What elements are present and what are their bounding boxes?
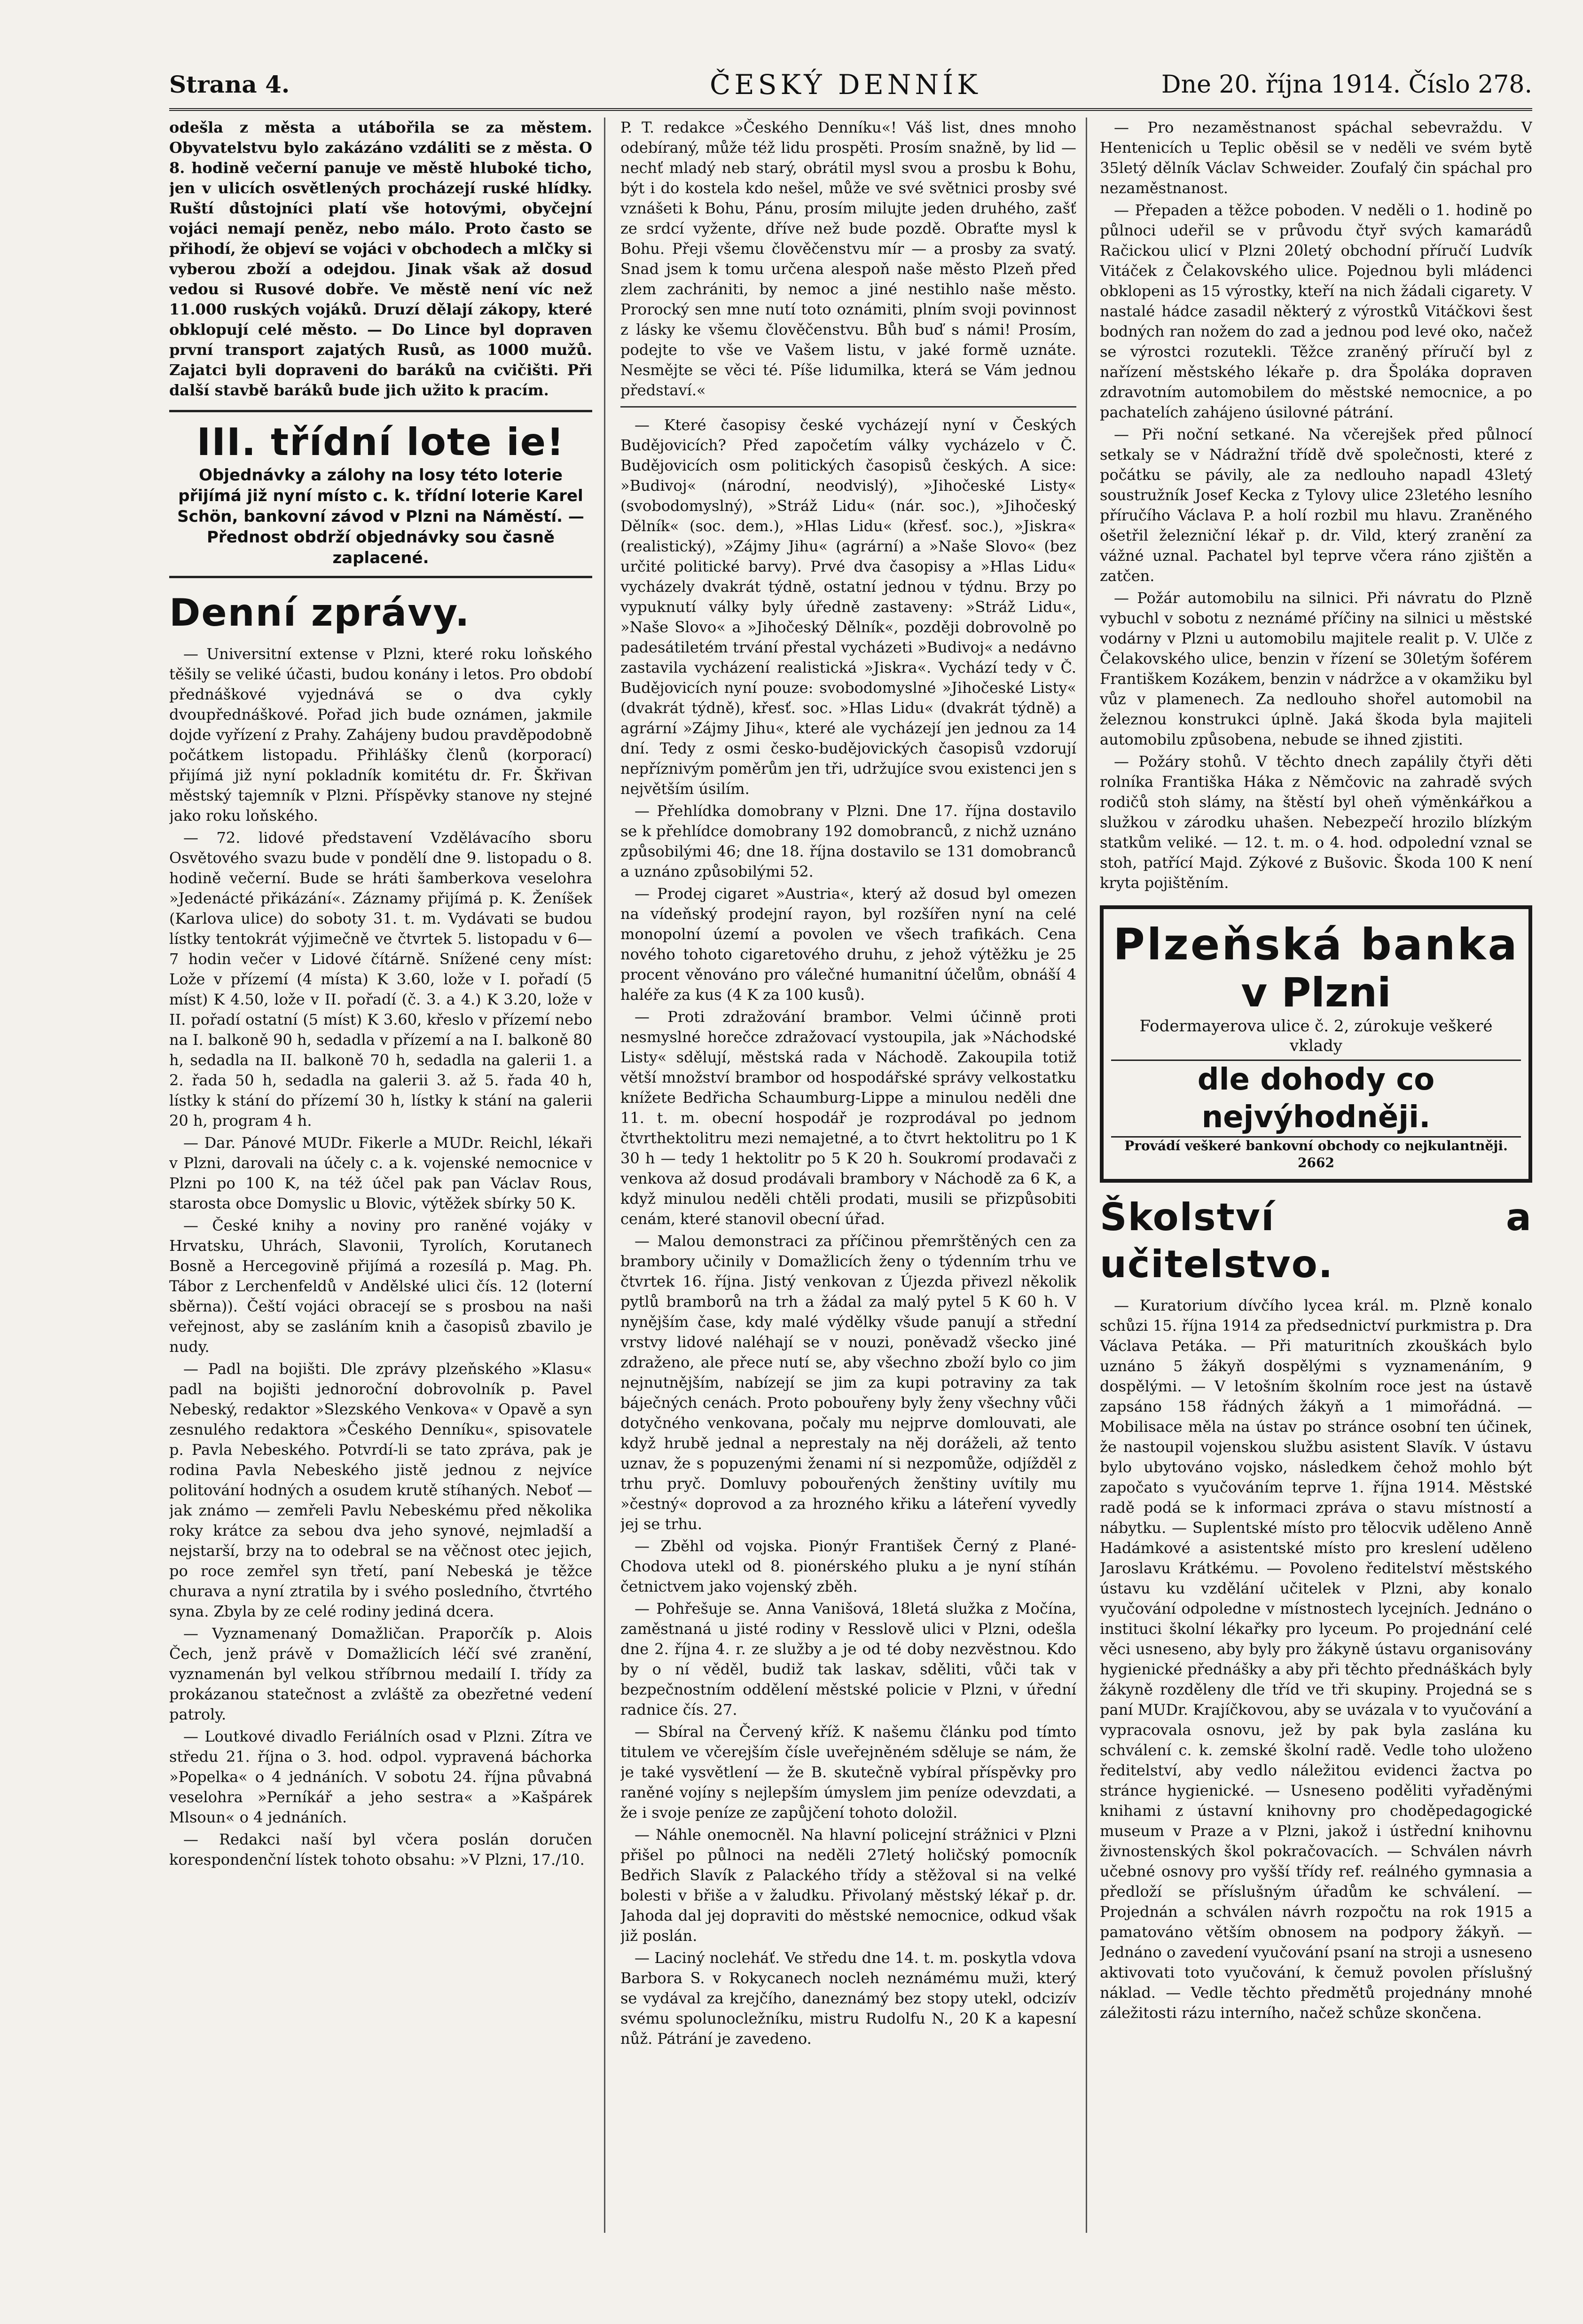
section-heading: Denní zprávy. (169, 591, 470, 635)
article-text: — Požáry stohů. V těchto dnech zapálily čtyři děti rolníka Františka Háka z Němčovic na zahradě svých rodičů stoh slámy, na štěstí byl oheň výměnkářkou a služkou v zárodku uhašen. Nebezpečí hrozilo blízkým statkům veliké. — 12. t. m. o 4. hod. odpolední vznal se stoh, patřící Majd. Zýkové z Bušovic. Škoda 100 K není kryta pojištěním. (1100, 753, 1532, 892)
article-text: — Redakci naší byl včera poslán doručen korespondenční lístek tohoto obsahu: »V Plzni, 17./10. (169, 1830, 592, 1869)
column-right (1100, 118, 1532, 2256)
article-text: odešla z města a utábořila se za městem. Obyvatelstvu bylo zakázáno vzdáliti se z města. O 8. hodině večerní panuje ve městě hluboké ticho, jen v ulicích osvětlených procházejí ruské hlídky. Ruští důstojníci platí vše hotovými, obyčejní vojáci nemají peněz, nebo málo. Proto často se přihodí, že objeví se vojáci v obchodech a mlčky si vyberou zboží a odejdou. Jinak však až dosud vedou si Rusové dobře. Ve městě není víc než 11.000 ruských vojáků. Druzí dělají zákopy, které obklopují celé město. — Do Lince byl dopraven první transport zajatých Rusů, as 1000 mužů. Zajatci byli dopraveni do baráků na cvičišti. Při další stavbě baráků bude jich užito k pracím. (169, 118, 592, 399)
article-text: — Zběhl od vojska. Pionýr František Černý z Plané-Chodova utekl od 8. pionérského pluku a je nyní stíhán četnictvem jako vojenský zběh. (620, 1537, 1076, 1595)
page-header (169, 71, 1532, 111)
article-text: — Malou demonstraci za příčinou přemrštěných cen za brambory učinily v Domažlicích ženy o týdenním trhu ve čtvrtek 16. října. Jistý venkovan z Újezda přivezl několik pytlů bramborů na trh a žádal za malý pytel 5 K 60 h. V nynějším čase, kdy malé výdělky všude panují a střední vrstvy lidové naléhají se v nouzi, poněvadž všecko jiné zdraženo, ale přece nutí se, aby všechno zboží bylo co jim nejnutnějším, nabízejí se jim za kupi potraviny za tak báječných cenách. Proto pobouřeny byly ženy všechny vůči dotyčného venkovana, počaly mu nejprve domlouvati, ale když hrubě jednal a neprestaly na něj doráželi, až tento uznav, že s popuzenými ženami ní si nezpomůže, odjížděl z trhu pryč. Domluvy pobouřených ženštiny uvítily mu »čestný« doprovod a za hrozného křiku a láteření vyvedly jej se trhu. (620, 1232, 1076, 1533)
column-rule (1086, 118, 1087, 2233)
section-heading: Školství a učitelstvo. (1100, 1195, 1532, 1286)
issue-date: Dne 20. října 1914. Číslo 278. (1161, 71, 1532, 99)
article-text: — Loutkové divadlo Feriálních osad v Plzni. Zítra ve středu 21. října o 3. hod. odpol. vypravená báchorka »Popelka« o 4 jednáních. V sobotu 24. října půvabná veselohra »Perníkář a jeho sestra« a »Kašpárek Mlsoun« o 4 jednáních. (169, 1727, 592, 1826)
article-text: — Dar. Pánové MUDr. Fikerle a MUDr. Reichl, lékaři v Plzni, darovali na účely c. a k. vojenské nemocnice v Plzni po 100 K, na též účel pak pan Václav Rous, starosta obce Domyslic u Blovic, výtěžek sbírky 50 K. (169, 1134, 592, 1212)
article-text: — Náhle onemocněl. Na hlavní policejní strážnici v Plzni přišel po půlnoci na neděli 27letý holičský pomocník Bedřich Slavík z Palackého třídy a stěžoval si na velké bolesti v břiše a v žaludku. Přivolaný městský lékař p. dr. Jahoda dal jej dopraviti do městské nemocnice, odkud však již poslán. (620, 1826, 1076, 1945)
ad-number: 2662 (1298, 1155, 1334, 1170)
article-text: — Kuratorium dívčího lycea král. m. Plzně konalo schůzi 15. října 1914 za předsednictví purkmistra p. Dra Václava Petáka. — Při maturitních zkouškách bylo uznáno 5 žákyň dospělými s vyznamenáním, 9 dospělými. — V letošním školním roce jest na ústavě zapsáno 158 řádných žákyň a 1 mimořádná. — Mobilisace měla na ústav po stránce osobní ten účinek, že nastoupil vojenskou službu asistent Slavík. V ústavu bylo ubytováno vojsko, následkem čehož mohlo být započato s vyučováním teprve 1. října 1914. Městské radě podá se k informaci zpráva o stavu místností a nábytku. — Suplentské místo pro tělocvik uděleno Anně Hadámkové a asistentské místo pro kreslení uděleno Jaroslavu Krátkému. — Povoleno ředitelství městského ústavu ku vzdělání učitelek v Plzni, aby konalo vyučování odpoledne v místnostech lycejních. Jednáno o instituci školní lékařky pro lyceum. Po projednání celé věci usneseno, aby byly pro žákyně ústavu organisovány hygienické přednášky a aby při těchto přednáškách byly žákyně rozděleny dle tříd ve tři skupiny. Projedná se s paní MUDr. Krajíčkovou, aby se uvázala v to vyučování a vypracovala osnovu, jež by pak byla zaslána ku schválení c. k. zemské školní radě. Vedle toho uloženo ředitelství, aby vedlo náležitou evidenci žactva po stránce hygienické. — Usneseno poděliti vyřaděnými knihami z ústavní knihovny pro choděpedagogické museum v Praze a v Plzni, jakož i ústřední knihovnu živnostenských škol pokračovacích. — Schválen návrh učebné osnovy pro vyšší třídy ref. reálného gymnasia a předloží se příslušným úřadům ke schválení. — Projednán a schválen návrh rozpočtu na rok 1915 a pamatováno větším obnosem na podpory žákyň. — Jednáno o zavedení vyučování psaní na stroji a usneseno aktivovati toto vyučování, k čemuž povolen příslušný náklad. — Vedle těchto předmětů projednány mnohé záležitosti rázu interního, načež schůze skončena. (1100, 1296, 1532, 2022)
bank-city: v Plzni (1241, 969, 1391, 1016)
article-text: — Přehlídka domobrany v Plzni. Dne 17. října dostavilo se k přehlídce domobrany 192 domobranců, z nichž uznáno způsobilými 46; dne 18. října dostavilo se 131 domobranců a uznáno způsobilými 52. (620, 802, 1076, 880)
bank-footer-text: Provádí veškeré bankovní obchody co nejkulantněji. (1124, 1138, 1508, 1154)
lottery-advertisement (169, 410, 592, 578)
article-text: — Prodej cigaret »Austria«, který až dosud byl omezen na vídeňský prodejní rayon, byl rozšířen nyní na celé monopolní území a povolen ve všech trafikách. Cena nového tohoto cigaretového druhu, z jehož výtěžku je 25 procent věnováno pro válečné humanitní účelům, obnáší 4 haléře za kus (4 K za 100 kusů). (620, 885, 1076, 1004)
column-middle (620, 118, 1076, 2256)
article-text: — Pro nezaměstnanost spáchal sebevraždu. V Hentenicích u Teplic oběsil se v neděli ve svém bytě 35letý dělník Václav Schweider. Zoufalý čin spáchal pro nezaměstnanost. (1100, 118, 1532, 197)
article-text: — Přepaden a těžce poboden. V neděli o 1. hodině po půlnoci udeřil se v průvodu čtyř svých kamarádů Račickou ulicí v Plzni 20letý obchodní příručí Ludvík Vitáček z Čelakovského ulice. Pojednou byli mládenci obklopeni as 15 výrostky, kteří na nich žádali cigarety. V nastalé hádce zasadil některý z výrostků Vitáčkovi šest bodných ran nožem do zad a jednou pod levé oko, načež se výrostci rozutekli. Těžce zraněný příručí byl z nařízení městského lékaře p. dra Špoláka dopraven zdravotním automobilem do městské nemocnice, a po pachatelích zahájeno úsilovné pátrání. (1100, 201, 1532, 421)
article-text: — Padl na bojišti. Dle zprávy plzeňského »Klasu« padl na bojišti jednoroční dobrovolník p. Pavel Nebeský, redaktor »Slezského Venkova« v Opavě a syn zesnulého redaktora »Českého Denníku«, spisovatele p. Pavla Nebeského. Potvrdí-li se tato zpráva, pak je rodina Pavla Nebeského jistě jednou z nejvíce politování hodných a osudem krutě stíhaných. Neboť — jak známo — zemřeli Pavlu Nebeskému před několika roky krátce za sebou dva jeho synové, nejmladší a nejstarší, brzy na to odebral se na věčnost otec jejich, po roce zemřel syn třetí, paní Nebeská je těžce churava a nyní ztratila by i svého posledního, čtvrtého syna. Zbyla by ze celé rodiny jediná dcera. (169, 1360, 592, 1620)
column-rule (604, 118, 605, 2233)
bank-address: Fodermayerova ulice č. 2, zúrokuje veškeré vklady (1139, 1017, 1493, 1055)
bank-name: Plzeňská banka (1113, 919, 1519, 970)
article-text: — 72. lidové představení Vzdělávacího sboru Osvětového svazu bude v pondělí dne 9. listopadu o 8. hodině večerní. Bude se hráti šamberkova veselohra »Jedenácté přikázání«. Záznamy přijímá p. K. Ženíšek (Karlova ulice) do soboty 31. t. m. Vydávati se budou lístky tentokrát výjimečně ve čtvrtek 5. listopadu v 6—7 hodin večer v Lidové čítárně. Snížené ceny míst: Lože v přízemí (4 místa) K 3.60, lože v I. pořadí (5 míst) K 4.50, lože v II. pořadí (č. 3. a 4.) K 3.20, lože v II. pořadí ostatní (5 míst) K 3.60, křeslo v přízemí nebo na I. balkoně 90 h, sedadla v přízemí a na I. balkoně 80 h, sedadla na II. balkoně 70 h, sedadla na galerii 1. a 2. řada 50 h, sedadla na galerii 3. až 5. řada 40 h, lístky k stání do přízemí 30 h, lístky k stání na galerii 20 h, program 4 h. (169, 829, 592, 1130)
bank-footer (1111, 1138, 1521, 1171)
divider (620, 406, 1076, 408)
page-number: Strana 4. (169, 71, 290, 98)
article-text: — České knihy a noviny pro raněné vojáky v Hrvatsku, Uhrách, Slavonii, Tyrolích, Korutanech Bosně a Hercegovině přijímá a rozesílá p. Mag. Ph. Tábor z Lerchenfeldů v Andělské ulici čís. 12 (loterní sběrna)). Čeští vojáci obracejí se s prosbou na naši veřejnost, aby se zasláním knih a časopisů zbavilo je nudy. (169, 1217, 592, 1356)
bank-slogan: dle dohody co nejvýhodněji. (1111, 1060, 1521, 1138)
bank-advertisement (1100, 905, 1532, 1183)
article-text: — Vyznamenaný Domažličan. Praporčík p. Alois Čech, jenž právě v Domažlicích léčí své zranění, vyznamenán byl velkou stříbrnou medailí I. třídy za prokázanou statečnost a zvláště za obezřetné vedení patroly. (169, 1625, 592, 1723)
article-text: — Pohřešuje se. Anna Vanišová, 18letá služka z Močína, zaměstnaná u jisté rodiny v Resslově ulici v Plzni, odešla dne 2. října 4. r. ze služby a je od té doby nezvěstnou. Kdo by o ní věděl, budiž tak laskav, sděliti, vůči tak v bezpečnostním oddělení městské policie v Plzni, v úřední radnice čís. 27. (620, 1600, 1076, 1719)
ad-text: Objednávky a zálohy na losy této loterie přijímá již nyní místo c. k. třídní loterie Karel Schön, bankovní závod v Plzni na Náměstí. — Přednost obdrží objednávky sou časně zaplacené. (177, 466, 584, 567)
article-text: — Sbíral na Červený kříž. K našemu článku pod tímto titulem ve včerejším čísle uveřejněném sděluje se nám, že je také vysvětlení — že B. skutečně vybíral příspěvky pro raněné vojíny s nejlepším úmyslem jim peníze odevzdati, a že i svoje peníze ze zapůjčení tohoto doložil. (620, 1723, 1076, 1822)
article-text: — Při noční setkané. Na včerejšek před půlnocí setkaly se v Nádražní třídě dvě společnosti, které z počátku se pávily, ale za nedlouho napadl 43letý soustružník Josef Kecka z Tylovy ulice 23letého lesního příručího Václava P. a holí rozbil mu hlavu. Zraněného ošetřil železniční lékař p. dr. Vild, který zranění za vážné uznal. Pachatel byl teprve včera ráno zjištěn a zatčen. (1100, 425, 1532, 585)
article-text: — Laciný nocleháť. Ve středu dne 14. t. m. poskytla vdova Barbora S. v Rokycanech nocleh neznámému muži, který se vydával za krejčího, daneznámý bez stopy utekl, odcizív svému spolunocležníku, mistru Rudolfu N., 20 K a kapesní nůž. Pátrání je zavedeno. (620, 1949, 1076, 2048)
column-left (169, 118, 592, 2256)
masthead-title: ČESKÝ DENNÍK (710, 69, 981, 101)
article-text: — Které časopisy české vycházejí nyní v Českých Budějovicích? Před započetím války vycházelo v Č. Budějovicích osm politických časopisů českých. A sice: »Budivoj« (národní, neodvislý), »Jihočeské Listy« (svobodomyslný), »Stráž Lidu« (nár. soc.), »Jihočeský Dělník« (soc. dem.), »Hlas Lidu« (křesť. soc.), »Jiskra« (realistický), »Zájmy Jihu« (agrární) a »Naše Slovo« (bez určité politické barvy). Prvé dva časopisy a »Hlas Lidu« vycházely dvakrát týdně, ostatní jednou v týdnu. Brzy po vypuknutí války byly úředně zastaveny: »Stráž Lidu«, »Naše Slovo« a »Jihočeský Dělník«, později dobrovolně po padesátiletém trvání přestal vycházeti »Budivoj« a nedávno zastavila vycházení realistická »Jiskra«. Vychází tedy v Č. Budějovicích nyní pouze: svobodomyslné »Jihočeské Listy« (dvakrát týdně), křesť. soc. »Hlas Lidu« (dvakrát týdně) a agrární »Zájmy Jihu«, které ale vycházejí jen jednou za 14 dní. Tedy z osmi česko-budějovických časopisů vzdorují nepříznivým poměrům jen tři, udržujíce svou existenci jen s největším úsilím. (620, 416, 1076, 798)
ad-title: III. třídní lote ie! (196, 420, 565, 464)
article-text: — Universitní extense v Plzni, které roku loňského těšily se veliké účasti, budou konány i letos. Pro období přednáškové vyjednává se o dva cykly dvoupřednáškové. Pořad jich bude oznámen, jakmile dojde vyřízení z Prahy. Zahájeny budou pravděpodobně počátkem listopadu. Přihlášky členů (korporací) přijímá již nyní pokladník komitétu dr. Fr. Škřivan městský tajemník v Plzni. Příspěvky stanove ny stejné jako roku loňského. (169, 645, 592, 824)
article-text: P. T. redakce »Českého Denníku«! Váš list, dnes mnoho odebíraný, může též lidu prospěti. Prosím snažně, by lid — nechť mladý neb starý, obrátil mysl svou a prosbu k Bohu, být i do kostela kdo nešel, může ve své světnici prosby své vznášeti k Bohu, Pánu, prosím milujte jeden druhého, zašť ze srdcí vyžente, dříve než bude pozdě. Obraťte mysl k Bohu. Přeji všemu člověčenstvu mír — a prosby za svatý. Snad jsem k tomu určena alespoň naše město Plzeň před zlem zachrániti, by nemoc a jiné nestihlo naše město. Prorocký sen mne nutí toto oznámiti, plním svoji povinnost z lásky ke všemu člověčenstvu. Bůh buď s námi! Prosím, podejte to vše ve Vašem listu, v jaké formě uznáte. Nesmějte se věci té. Píše lidumilka, která se Vám jednou představí.« (620, 118, 1076, 399)
article-text: — Proti zdražování brambor. Velmi účinně proti nesmyslné horečce zdražovací vystoupila, jak »Náchodské Listy« sdělují, městská rada v Náchodě. Zakoupila totiž větší množství brambor od hospodářské správy velkostatku knížete Bedřicha Schaumburg-Lippe a minulou neděli dne 11. t. m. obecní hospodář je rozprodával po jednom čtvrthektolitru mezi nemajetné, a to čtvrt hektolitru po 1 K 30 h — tedy 1 hektolitr po 5 K 20 h. Soukromí prodavači z venkova až dosud prodávali brambory v Náchodě za 6 K, a když minulou neděli chtěli prodati, musili se přizpůsobiti cenám, které stanovil obecní úřad. (620, 1008, 1076, 1228)
article-text: — Požár automobilu na silnici. Při návratu do Plzně vybuchl v sobotu z neznámé příčiny na silnici u městské vodárny v Plzni u automobilu majitele realit p. V. Ulče z Čelakovského ulice, benzin v řízení se 30letým šoférem Františkem Kozákem, benzin v nádržce a v okamžiku byl vůz v plamenech. Za nedlouho shořel automobil na železnou konstrukci úplně. Jaká škoda byla majiteli automobilu způsobena, nebude se ihned zjistiti. (1100, 589, 1532, 748)
